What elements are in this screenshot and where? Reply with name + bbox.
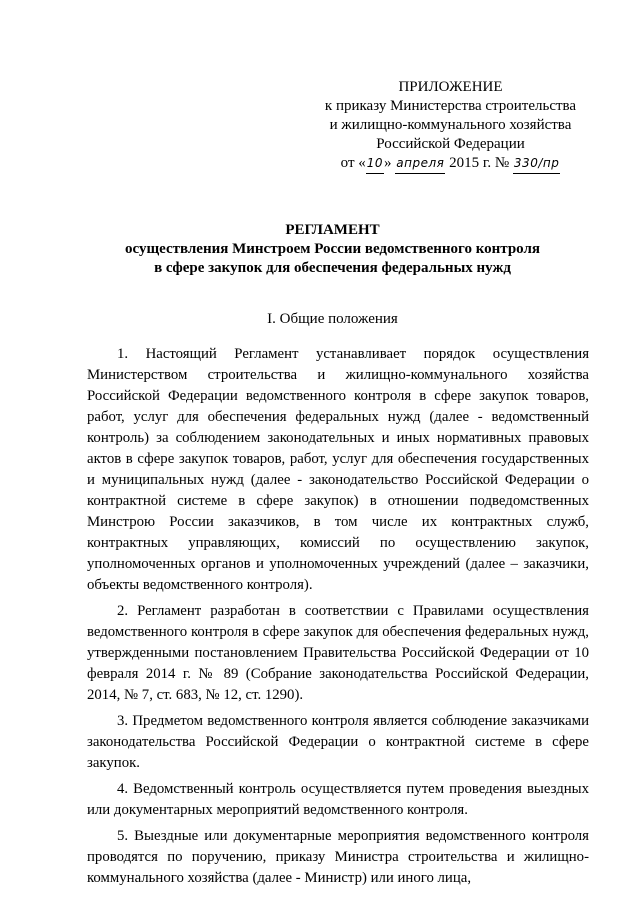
handwritten-month: апреля: [395, 154, 445, 174]
date-mid: »: [384, 155, 392, 171]
title-heading: РЕГЛАМЕНТ: [285, 222, 380, 238]
appendix-title: ПРИЛОЖЕНИЕ: [398, 79, 503, 95]
appendix-line-2: и жилищно-коммунального хозяйства: [329, 117, 572, 133]
appendix-header: [318, 78, 583, 174]
appendix-line-3: Российской Федерации: [376, 136, 525, 152]
paragraph-4: 4. Ведомственный контроль осуществляется путем проведения выездных или документарных мероприятий ведомственного контроля.: [87, 781, 589, 818]
title-line-1: осуществления Минстроем России ведомственного контроля: [124, 241, 541, 257]
paragraph-3: 3. Предметом ведомственного контроля является соблюдение заказчиками законодательства Российской Федерации о контрактной системе в сфере закупок.: [87, 713, 589, 771]
section-heading: I. Общие положения: [267, 311, 398, 327]
date-prefix: от «: [340, 155, 366, 171]
date-year: 2015 г. №: [449, 155, 510, 171]
paragraph-1: 1. Настоящий Регламент устанавливает порядок осуществления Министерством строительства и жилищно-коммунального хозяйства Российской Федерации ведомственного контроля в сфере закупок товаров, работ, услуг для обеспечения федеральных нужд (далее - ведомственный контроль) за соблюдением законодательных и иных нормативных правовых актов в сфере закупок товаров, работ, услуг для обеспечения государственных и муниципальных нужд (далее - законодательство Российской Федерации о контрактной системе в сфере закупок) в отношении подведомственных Минстрою России заказчиков, в том числе их контрактных служб, контрактных управляющих, комиссий по осуществлению закупок, уполномоченных органов и уполномоченных учреждений (далее – заказчики, объекты ведомственного контроля).: [87, 346, 589, 593]
handwritten-day: 10: [366, 154, 384, 174]
paragraph-5: 5. Выездные или документарные мероприятия ведомственного контроля проводятся по поручению, приказу Министра строительства и жилищно-коммунального хозяйства (далее - Министр) или иного лица,: [87, 828, 589, 886]
document-body: [87, 344, 589, 894]
appendix-date-line: [318, 154, 583, 174]
handwritten-order-number: 330/пр: [513, 154, 560, 174]
appendix-line-1: к приказу Министерства строительства: [324, 98, 577, 114]
paragraph-2: 2. Регламент разработан в соответствии с Правилами осуществления ведомственного контроля в сфере закупок для обеспечения федеральных нужд, утвержденными постановлением Правительства Российской Федерации от 10 февраля 2014 г. № 89 (Собрание законодательства Российской Федерации, 2014, № 7, ст. 683, № 12, ст. 1290).: [87, 603, 589, 703]
title-line-2: в сфере закупок для обеспечения федеральных нужд: [154, 260, 511, 276]
document-title: [60, 221, 605, 278]
